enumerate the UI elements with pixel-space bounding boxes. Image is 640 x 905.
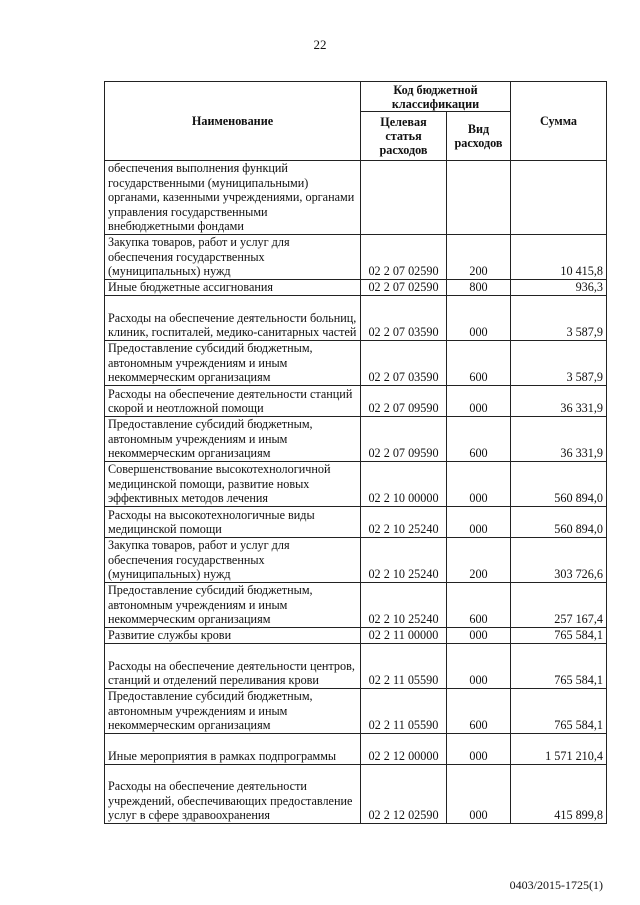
row-expense-type: 200 xyxy=(447,234,511,279)
row-name: Расходы на обеспечение деятельности станций скорой и неотложной помощи xyxy=(105,385,361,416)
row-name: Расходы на высокотехнологичные виды медицинской помощи xyxy=(105,506,361,537)
row-target-article: 02 2 10 25240 xyxy=(361,537,447,582)
row-name: Закупка товаров, работ и услуг для обеспечения государственных (муниципальных) нужд xyxy=(105,537,361,582)
header-sum: Сумма xyxy=(511,82,607,161)
row-expense-type: 600 xyxy=(447,582,511,627)
row-name: Предоставление субсидий бюджетным, автономным учреждениям и иным некоммерческим организациям xyxy=(105,340,361,385)
table-row xyxy=(105,764,607,823)
row-expense-type xyxy=(447,161,511,235)
table-row xyxy=(105,340,607,385)
row-expense-type: 000 xyxy=(447,385,511,416)
table-row xyxy=(105,234,607,279)
row-name: обеспечения выполнения функций государственными (муниципальными) органами, казенными учреждениями, органами управления государственными внебюджетными фондами xyxy=(105,161,361,235)
row-name: Иные мероприятия в рамках подпрограммы xyxy=(105,733,361,764)
row-expense-type: 800 xyxy=(447,279,511,295)
table-row xyxy=(105,385,607,416)
row-expense-type: 000 xyxy=(447,643,511,688)
table-row xyxy=(105,688,607,733)
row-sum: 257 167,4 xyxy=(511,582,607,627)
header-name: Наименование xyxy=(105,82,361,161)
row-sum: 560 894,0 xyxy=(511,461,607,506)
row-expense-type: 000 xyxy=(447,295,511,340)
row-sum: 936,3 xyxy=(511,279,607,295)
row-expense-type: 000 xyxy=(447,506,511,537)
table-header xyxy=(105,82,607,161)
row-target-article: 02 2 10 00000 xyxy=(361,461,447,506)
row-target-article: 02 2 07 09590 xyxy=(361,385,447,416)
row-sum: 560 894,0 xyxy=(511,506,607,537)
row-name: Иные бюджетные ассигнования xyxy=(105,279,361,295)
table-row xyxy=(105,643,607,688)
row-expense-type: 600 xyxy=(447,416,511,461)
table-row xyxy=(105,627,607,643)
row-expense-type: 000 xyxy=(447,733,511,764)
page-number: 22 xyxy=(313,37,327,52)
row-target-article: 02 2 11 00000 xyxy=(361,627,447,643)
row-name: Расходы на обеспечение деятельности учреждений, обеспечивающих предоставление услуг в сфере здравоохранения xyxy=(105,764,361,823)
table-row xyxy=(105,582,607,627)
row-expense-type: 200 xyxy=(447,537,511,582)
row-name: Предоставление субсидий бюджетным, автономным учреждениям и иным некоммерческим организациям xyxy=(105,416,361,461)
row-target-article: 02 2 12 00000 xyxy=(361,733,447,764)
row-sum: 3 587,9 xyxy=(511,340,607,385)
table-row xyxy=(105,161,607,235)
row-expense-type: 600 xyxy=(447,688,511,733)
row-target-article: 02 2 11 05590 xyxy=(361,643,447,688)
row-sum: 36 331,9 xyxy=(511,416,607,461)
row-target-article: 02 2 10 25240 xyxy=(361,582,447,627)
row-target-article xyxy=(361,161,447,235)
row-target-article: 02 2 07 02590 xyxy=(361,234,447,279)
table-body xyxy=(105,161,607,824)
row-sum: 36 331,9 xyxy=(511,385,607,416)
row-target-article: 02 2 07 03590 xyxy=(361,295,447,340)
table-row xyxy=(105,461,607,506)
row-expense-type: 600 xyxy=(447,340,511,385)
document-code: 0403/2015-1725(1) xyxy=(509,878,603,892)
row-target-article: 02 2 07 03590 xyxy=(361,340,447,385)
row-sum: 3 587,9 xyxy=(511,295,607,340)
row-name: Закупка товаров, работ и услуг для обеспечения государственных (муниципальных) нужд xyxy=(105,234,361,279)
row-name: Предоставление субсидий бюджетным, автономным учреждениям и иным некоммерческим организациям xyxy=(105,582,361,627)
row-target-article: 02 2 10 25240 xyxy=(361,506,447,537)
row-target-article: 02 2 11 05590 xyxy=(361,688,447,733)
row-name: Расходы на обеспечение деятельности центров, станций и отделений переливания крови xyxy=(105,643,361,688)
row-name: Совершенствование высокотехнологичной медицинской помощи, развитие новых эффективных методов лечения xyxy=(105,461,361,506)
row-name: Расходы на обеспечение деятельности больниц, клиник, госпиталей, медико-санитарных частей xyxy=(105,295,361,340)
row-sum: 765 584,1 xyxy=(511,643,607,688)
row-sum: 765 584,1 xyxy=(511,627,607,643)
row-expense-type: 000 xyxy=(447,461,511,506)
row-sum: 1 571 210,4 xyxy=(511,733,607,764)
row-target-article: 02 2 07 02590 xyxy=(361,279,447,295)
row-name: Предоставление субсидий бюджетным, автономным учреждениям и иным некоммерческим организациям xyxy=(105,688,361,733)
row-name: Развитие службы крови xyxy=(105,627,361,643)
table-row xyxy=(105,537,607,582)
row-sum: 765 584,1 xyxy=(511,688,607,733)
row-sum: 10 415,8 xyxy=(511,234,607,279)
table-row xyxy=(105,279,607,295)
row-target-article: 02 2 07 09590 xyxy=(361,416,447,461)
row-target-article: 02 2 12 02590 xyxy=(361,764,447,823)
table-row xyxy=(105,295,607,340)
table-row xyxy=(105,416,607,461)
row-sum xyxy=(511,161,607,235)
header-code-group: Код бюджетной классификации xyxy=(361,82,511,112)
table-row xyxy=(105,506,607,537)
table-row xyxy=(105,733,607,764)
header-expense-type: Вид расходов xyxy=(447,112,511,161)
header-target-article: Целевая статья расходов xyxy=(361,112,447,161)
budget-table xyxy=(104,81,607,824)
row-expense-type: 000 xyxy=(447,764,511,823)
row-sum: 303 726,6 xyxy=(511,537,607,582)
row-expense-type: 000 xyxy=(447,627,511,643)
row-sum: 415 899,8 xyxy=(511,764,607,823)
